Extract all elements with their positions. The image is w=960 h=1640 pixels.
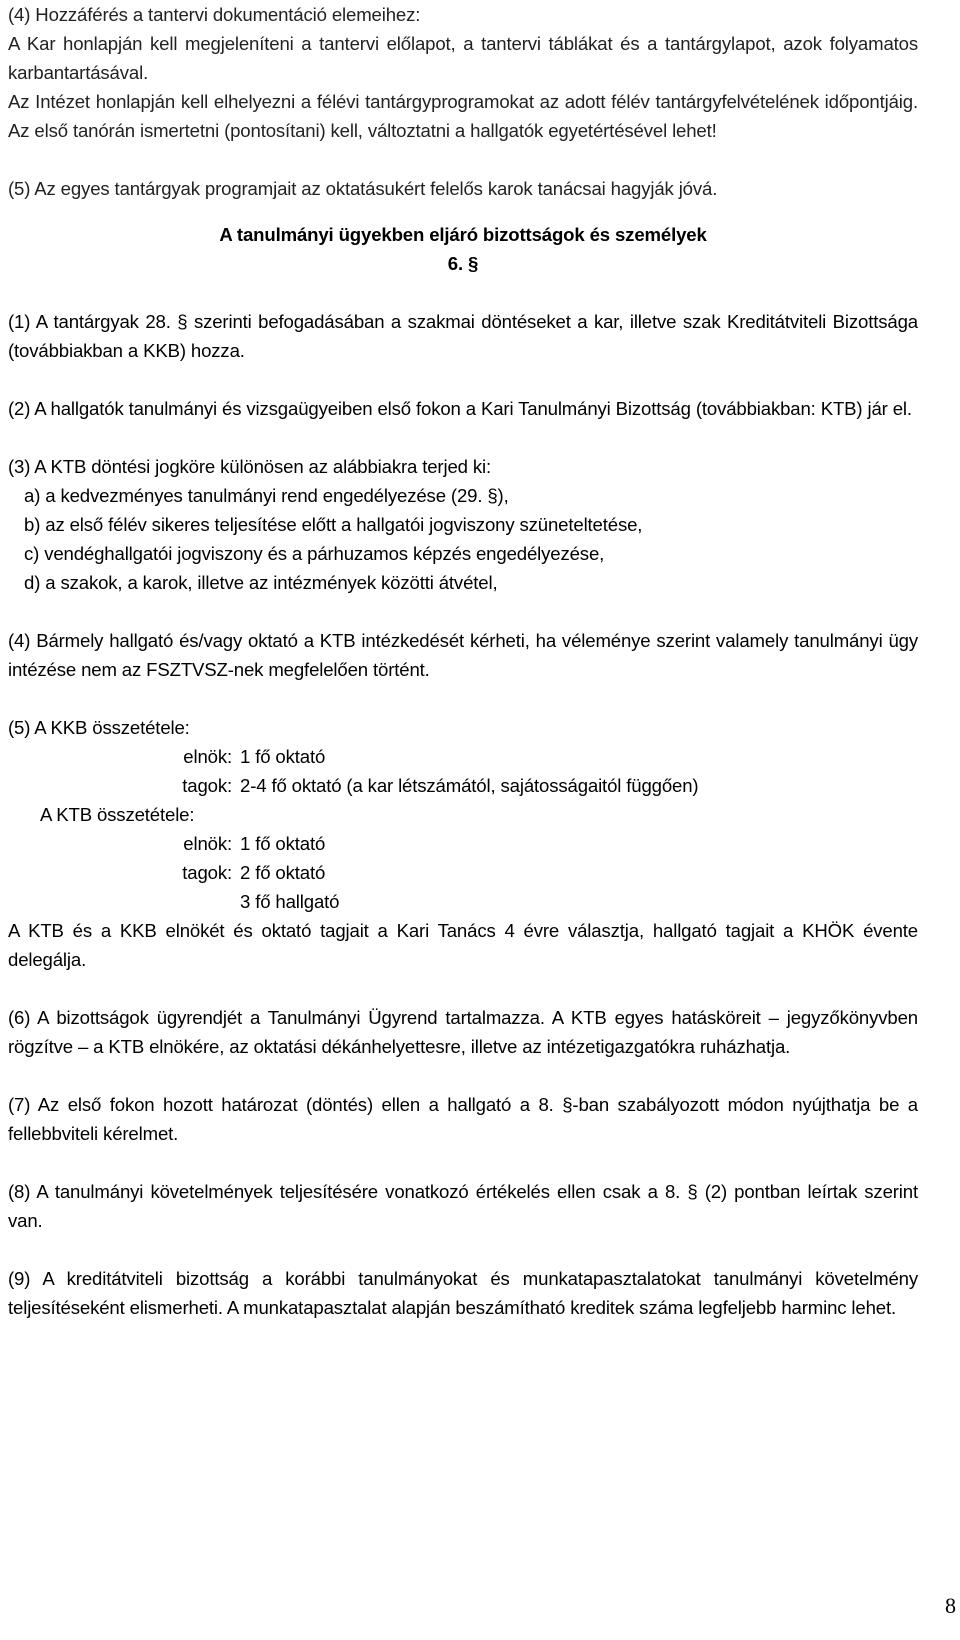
table-row <box>8 858 339 887</box>
list-item: c) vendéghallgatói jogviszony és a párhuzamos képzés engedélyezése, <box>24 543 605 564</box>
role-label: tagok: <box>182 775 232 796</box>
role-label <box>8 887 240 916</box>
list-item: d) a szakok, a karok, illetve az intézmények közötti átvétel, <box>24 572 498 593</box>
role-value: 1 fő oktató <box>240 746 326 767</box>
section-title: A tanulmányi ügyekben eljáró bizottságok és személyek <box>219 224 707 245</box>
paragraph-8: (8) A tanulmányi követelmények teljesítésére vonatkozó értékelés ellen csak a 8. § (2) pontban leírtak szerint van. <box>8 1181 918 1231</box>
list-item: b) az első félév sikeres teljesítése előtt a hallgatói jogviszony szüneteltetése, <box>24 514 643 535</box>
access-paragraph-institute: Az Intézet honlapján kell elhelyezni a félévi tantárgyprogramokat az adott félév tantárgyfelvételének időpontjáig. Az első tanórán ismertetni (pontosítani) kell, változtatni a hallgatók egyetértésével lehet! <box>8 91 918 141</box>
role-value: 1 fő oktató <box>240 833 326 854</box>
document-body <box>8 0 918 1322</box>
role-label: tagok: <box>182 862 232 883</box>
table-row <box>8 742 698 771</box>
role-value: 2 fő oktató <box>240 862 326 883</box>
kkb-composition-label: (5) A KKB összetétele: <box>8 717 190 738</box>
paragraph-3-intro: (3) A KTB döntési jogköre különösen az alábbiakra terjed ki: <box>8 456 491 477</box>
page-number: 8 <box>945 1593 956 1618</box>
paragraph-1: (1) A tantárgyak 28. § szerinti befogadásában a szakmai döntéseket a kar, illetve szak Kreditátviteli Bizottsága (továbbiakban a KKB) hozza. <box>8 311 918 361</box>
paragraph-7: (7) Az első fokon hozott határozat (döntés) ellen a hallgató a 8. §-ban szabályozott módon nyújthatja be a fellebbviteli kérelmet. <box>8 1094 918 1144</box>
role-value: 3 fő hallgató <box>240 891 340 912</box>
section-number: 6. § <box>447 253 479 274</box>
paragraph-6: (6) A bizottságok ügyrendjét a Tanulmányi Ügyrend tartalmazza. A KTB egyes hatásköreit – jegyzőkönyvben rögzítve – a KTB elnökére, az oktatási dékánhelyettesre, illetve az intézetigazgatókra ruházhatja. <box>8 1007 918 1057</box>
paragraph-2: (2) A hallgatók tanulmányi és vizsgaügyeiben első fokon a Kari Tanulmányi Bizottság (továbbiakban: KTB) jár el. <box>8 398 912 419</box>
paragraph-5-approval: (5) Az egyes tantárgyak programjait az oktatásukért felelős karok tanácsai hagyják jóvá. <box>8 178 718 199</box>
kkb-composition-table <box>8 742 698 800</box>
role-value: 2-4 fő oktató (a kar létszámától, sajátosságaitól függően) <box>240 775 699 796</box>
role-label: elnök: <box>183 833 232 854</box>
paragraph-9: (9) A kreditátviteli bizottság a korábbi tanulmányokat és munkatapasztalatokat tanulmányi követelmény teljesítéseként elismerheti. A munkatapasztalat alapján beszámítható kreditek száma legfeljebb harminc lehet. <box>8 1268 918 1318</box>
table-row <box>8 771 698 800</box>
role-label: elnök: <box>183 746 232 767</box>
table-row <box>8 829 339 858</box>
table-row <box>8 887 339 916</box>
access-heading: (4) Hozzáférés a tantervi dokumentáció elemeihez: <box>8 4 421 25</box>
ktb-composition-table <box>8 829 339 916</box>
paragraph-5-closing: A KTB és a KKB elnökét és oktató tagjait a Kari Tanács 4 évre választja, hallgató tagjait a KHÖK évente delegálja. <box>8 920 918 970</box>
access-paragraph-faculty: A Kar honlapján kell megjeleníteni a tantervi előlapot, a tantervi táblákat és a tantárgylapot, azok folyamatos karbantartásával. <box>8 33 918 83</box>
paragraph-4: (4) Bármely hallgató és/vagy oktató a KTB intézkedését kérheti, ha véleménye szerint valamely tanulmányi ügy intézése nem az FSZTVSZ-nek megfelelően történt. <box>8 630 918 680</box>
ktb-composition-label: A KTB összetétele: <box>40 804 195 825</box>
ktb-competence-list <box>24 481 918 597</box>
list-item: a) a kedvezményes tanulmányi rend engedélyezése (29. §), <box>24 485 509 506</box>
